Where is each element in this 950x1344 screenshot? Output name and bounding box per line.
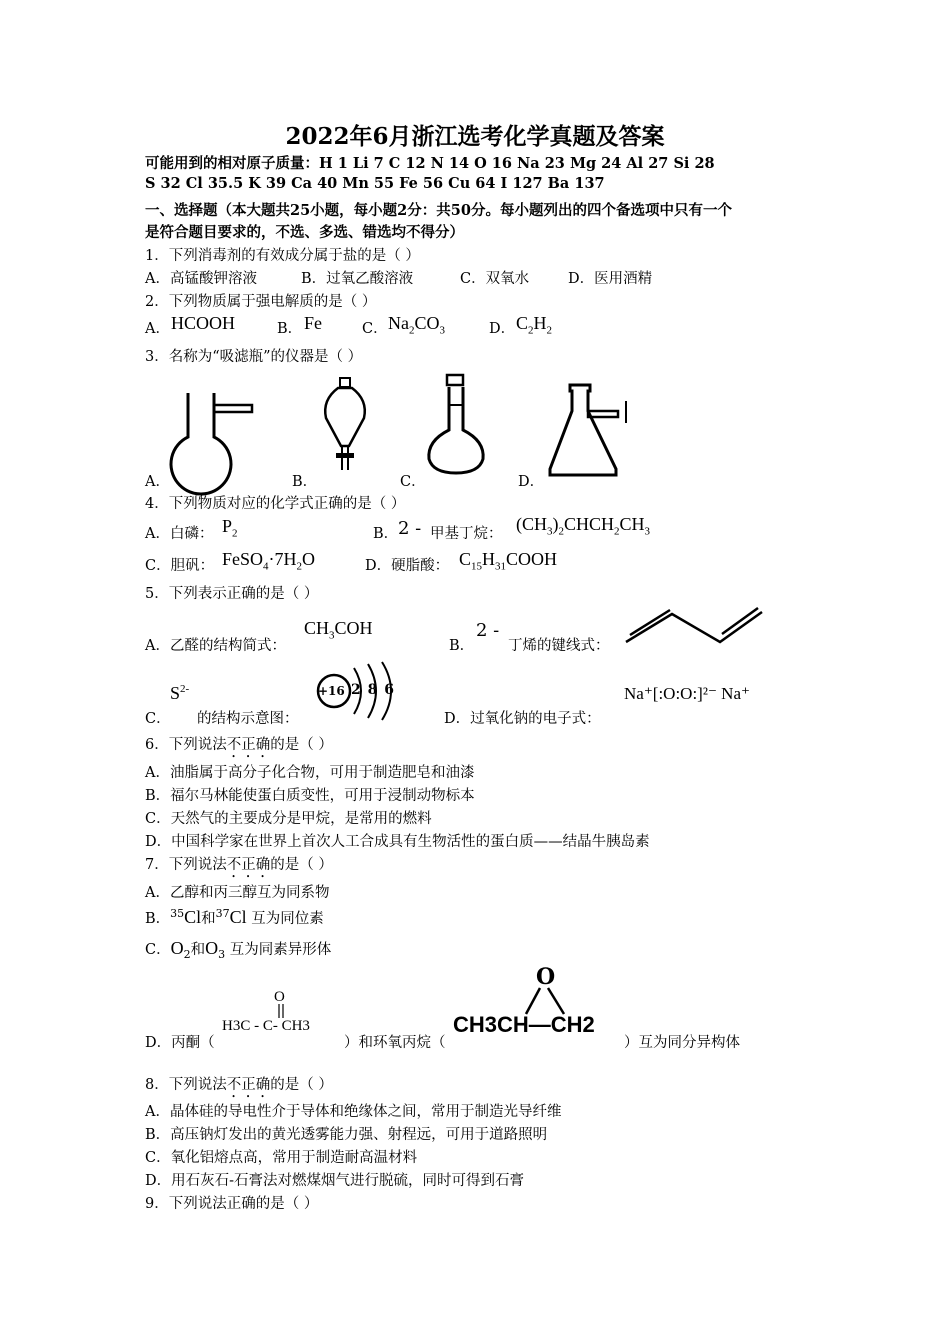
acetone-structure: H3C - C- CH3	[222, 1018, 310, 1034]
question-4-option-a-formula: $P_2$	[222, 516, 238, 540]
question-4-option-b-label: B．	[373, 526, 399, 542]
question-2-label-b: B．	[277, 321, 303, 337]
acetone-carbonyl-oxygen: O	[274, 989, 285, 1005]
suction-filter-flask	[544, 383, 634, 478]
question-4-option-c-label: C．胆矾：	[145, 558, 215, 574]
question-4-option-b-formula: $(CH_3)_2CHCH_2CH_3$	[516, 514, 651, 538]
question-1-option-c: C．双氧水	[460, 271, 530, 287]
question-5-option-b-prefix: 2 -	[476, 620, 500, 641]
question-1-option-a: A．高锰酸钾溶液	[145, 271, 257, 287]
section-heading-line-1: 一、选择题（本大题共25小题，每小题2分：共50分。每小题列出的四个备选项中只有一个	[145, 202, 732, 219]
question-6-option-a: A．油脂属于高分子化合物，可用于制造肥皂和油漆	[145, 765, 475, 781]
question-7-option-d-middle: ）和环氧丙烷（	[344, 1035, 446, 1051]
question-2-formula-d: $C_2H_2$	[516, 313, 553, 337]
atomic-mass-line-1: 可能用到的相对原子质量：H 1 Li 7 C 12 N 14 O 16 Na 23 Mg 24 Al 27 Si 28	[145, 155, 715, 172]
question-8-option-c: C．氧化铝熔点高，常用于制造耐高温材料	[145, 1150, 418, 1166]
question-4-option-a-label: A．白磷：	[145, 526, 214, 542]
question-4-stem: 4．下列物质对应的化学式正确的是（ ）	[145, 496, 406, 512]
question-7-option-d-label: D．丙酮（	[145, 1035, 215, 1051]
sulfur-nucleus-charge: +16	[318, 684, 345, 698]
question-4-option-d-label: D．硬脂酸：	[365, 558, 450, 574]
separatory-funnel	[316, 378, 376, 478]
question-3-label-b: B．	[292, 474, 318, 490]
question-3-label-c: C．	[400, 474, 426, 490]
question-5-stem: 5．下列表示正确的是（ ）	[145, 586, 319, 602]
question-2-stem: 2．下列物质属于强电解质的是（ ）	[145, 294, 377, 310]
question-5-option-b-name: 丁烯的键线式：	[508, 638, 610, 654]
question-4-option-d-formula: $C_{15}H_{31}COOH$	[459, 549, 558, 573]
epoxide-oxygen: O	[536, 964, 556, 990]
question-5-option-c-text: 的结构示意图：	[197, 711, 299, 727]
question-4-option-c-formula: $FeSO_4\cdot 7H_2O$	[222, 549, 316, 573]
question-4-option-b-prefix: 2 -	[398, 518, 422, 539]
question-8-option-b: B．高压钠灯发出的黄光透雾能力强、射程远，可用于道路照明	[145, 1127, 548, 1143]
question-7-option-b: B．$^{35}$Cl和$^{37}$Cl 互为同位素	[145, 907, 324, 927]
question-6-option-d: D．中国科学家在世界上首次人工合成具有生物活性的蛋白质——结晶牛胰岛素	[145, 834, 650, 850]
volumetric-flask	[423, 375, 493, 477]
question-2-label-a: A．	[145, 321, 170, 337]
atomic-mass-line-2: S 32 Cl 35.5 K 39 Ca 40 Mn 55 Fe 56 Cu 64 I 127 Ba 137	[145, 175, 605, 192]
question-5-option-c-ion: $S^{2-}$	[170, 683, 190, 703]
question-3-label-a: A．	[145, 474, 170, 490]
question-8-option-d: D．用石灰石-石膏法对燃煤烟气进行脱硫，同时可得到石膏	[145, 1173, 525, 1189]
question-3-stem: 3．名称为“吸滤瓶”的仪器是（ ）	[145, 349, 363, 365]
question-1-option-b: B．过氧乙酸溶液	[301, 271, 414, 287]
sulfur-electron-shells: 2 8 6	[351, 682, 394, 698]
question-7-option-a: A．乙醇和丙三醇互为同系物	[145, 885, 330, 901]
question-2-label-c: C．	[362, 321, 388, 337]
question-5-option-a-formula: $CH_3COH$	[304, 618, 373, 642]
question-6-stem: 6．下列说法不正确的是（ ）	[145, 737, 333, 753]
question-6-option-b: B．福尔马林能使蛋白质变性，可用于浸制动物标本	[145, 788, 475, 804]
question-9-stem: 9．下列说法正确的是（ ）	[145, 1196, 319, 1212]
epoxide-structure: CH3CH—CH2	[453, 1012, 595, 1037]
question-1-option-d: D．医用酒精	[568, 271, 653, 287]
section-heading-line-2: 是符合题目要求的，不选、多选、错选均不得分）	[145, 224, 464, 241]
sodium-peroxide-electron-formula: Na⁺[:O:O:]²⁻ Na⁺	[624, 684, 750, 703]
question-8-stem: 8．下列说法不正确的是（ ）	[145, 1077, 333, 1093]
question-7-option-c: C．$O_2$和$O_3$ 互为同素异形体	[145, 938, 332, 961]
question-2-label-d: D．	[489, 321, 516, 337]
question-3-label-d: D．	[518, 474, 545, 490]
question-5-option-c-label: C．	[145, 711, 171, 727]
round-flask-with-side-arm	[160, 385, 260, 480]
question-5-option-b-label: B．	[449, 638, 475, 654]
question-4-option-b-name: 甲基丁烷：	[430, 526, 503, 542]
question-5-option-a-label: A．乙醛的结构简式：	[145, 638, 286, 654]
question-2-formula-a: HCOOH	[171, 313, 236, 333]
question-1-stem: 1．下列消毒剂的有效成分属于盐的是（ ）	[145, 248, 420, 264]
question-6-option-c: C．天然气的主要成分是甲烷，是常用的燃料	[145, 811, 432, 827]
question-5-option-d-label: D．过氧化钠的电子式：	[444, 711, 601, 727]
question-2-formula-c: $Na_2CO_3$	[388, 313, 446, 337]
question-8-option-a: A．晶体硅的导电性介于导体和绝缘体之间，常用于制造光导纤维	[145, 1104, 562, 1120]
question-2-formula-b: Fe	[304, 313, 322, 333]
question-7-stem: 7．下列说法不正确的是（ ）	[145, 857, 333, 873]
question-7-option-d-end: ）互为同分异构体	[624, 1035, 740, 1051]
acetone-double-bond	[276, 1004, 286, 1018]
butene-skeletal-formula	[624, 602, 764, 646]
page-title: 2022年6月浙江选考化学真题及答案	[285, 123, 665, 150]
